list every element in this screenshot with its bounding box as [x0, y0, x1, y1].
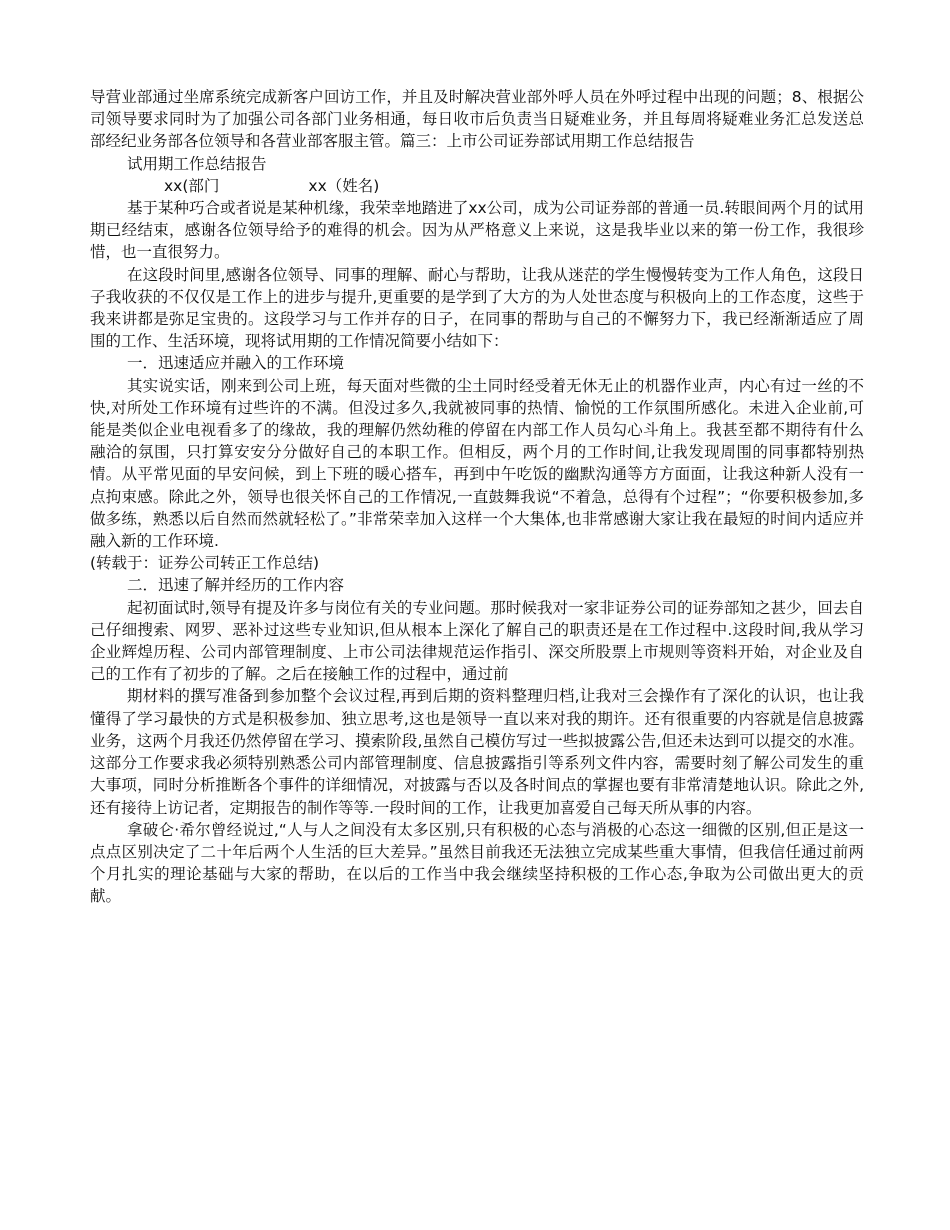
- name-label: xx（姓名): [308, 176, 380, 195]
- section-heading-2: 二．迅速了解并经历的工作内容: [127, 576, 345, 595]
- section-heading-1: 一．迅速适应并融入的工作环境: [127, 354, 345, 373]
- paragraph-conclusion: 拿破仑·希尔曾经说过,“人与人之间没有太多区别,只有积极的心态与消极的心态这一细微的区别,但正是这一点点区别决定了二十年后两个人生活的巨大差异。”虽然目前我还无法独立完成某些重大事情，但我信任通过前两个月扎实的理论基础与大家的帮助，在以后的工作当中我会继续坚持积极的工作心态,争取为公司做出更大的贡献。: [90, 820, 864, 906]
- paragraph-work-content: 起初面试时,领导有提及许多与岗位有关的专业问题。那时候我对一家非证券公司的证券部知之甚少，回去自己仔细搜索、网罗、恶补过这些专业知识,但从根本上深化了解自己的职责还是在工作过程中.这段时间,我从学习企业辉煌历程、公司内部管理制度、上市公司法律规范运作指引、深交所股票上市规则等资料开始，对企业及自己的工作有了初步的了解。之后在接触工作的过程中，通过前: [90, 598, 864, 684]
- paragraph-work-details: 期材料的撰写准备到参加整个会议过程,再到后期的资料整理归档,让我对三会操作有了深化的认识，也让我懂得了学习最快的方式是积极参加、独立思考,这也是领导一直以来对我的期许。还有很重要的内容就是信息披露业务，这两个月我还仍然停留在学习、摸索阶段,虽然自己模仿写过一些拟披露公告,但还未达到可以提交的水准。这部分工作要求我必须特别熟悉公司内部管理制度、信息披露指引等系列文件内容，需要时刻了解公司发生的重大事项，同时分析推断各个事件的详细情况，对披露与否以及各时间点的掌握也要有非常清楚地认识。除此之外,还有接待上访记者，定期报告的制作等等.一段时间的工作，让我更加喜爱自己每天所从事的内容。: [90, 687, 864, 817]
- source-note: (转载于：证券公司转正工作总结): [90, 554, 320, 573]
- report-title: 试用期工作总结报告: [127, 154, 267, 173]
- department-label: xx(部门: [164, 176, 220, 195]
- paragraph-intro: 基于某种巧合或者说是某种机缘，我荣幸地踏进了xx公司，成为公司证券部的普通一员.转眼间两个月的试用期已经结束，感谢各位领导给予的难得的机会。因为从严格意义上来说，这是我毕业以来的第一份工作，我很珍惜，也一直很努力。: [90, 199, 864, 262]
- department-name-line: [90, 175, 864, 197]
- paragraph-thanks: 在这段时间里,感谢各位领导、同事的理解、耐心与帮助，让我从迷茫的学生慢慢转变为工作人角色，这段日子我收获的不仅仅是工作上的进步与提升,更重要的是学到了大方的为人处世态度与积极向上的工作态度，这些于我来讲都是弥足宝贵的。这段学习与工作并存的日子，在同事的帮助与自己的不懈努力下，我已经渐渐适应了周围的工作、生活环境，现将试用期的工作情况简要小结如下：: [90, 265, 864, 351]
- paragraph-continuation: 导营业部通过坐席系统完成新客户回访工作，并且及时解决营业部外呼人员在外呼过程中出现的问题；8、根据公司领导要求同时为了加强公司各部门业务相通，每日收市后负责当日疑难业务，并且每周将疑难业务汇总发送总部经纪业务部各位领导和各营业部客服主管。篇三：上市公司证券部试用期工作总结报告: [90, 88, 864, 151]
- paragraph-environment: 其实说实话，刚来到公司上班，每天面对些微的尘土同时经受着无休无止的机器作业声，内心有过一丝的不快,对所处工作环境有过些许的不满。但没过多久,我就被同事的热情、愉悦的工作氛围所感化。未进入企业前,可能是类似企业电视看多了的缘故，我的理解仍然幼稚的停留在内部工作人员勾心斗角上。我甚至都不期待有什么融洽的氛围，只打算安安分分做好自己的本职工作。但相反，两个月的工作时间,让我发现周围的同事都特别热情。从平常见面的早安问候，到上下班的暖心搭车，再到中午吃饭的幽默沟通等方方面面，让我这种新人没有一点拘束感。除此之外，领导也很关怀自己的工作情况,一直鼓舞我说“不着急，总得有个过程”；“你要积极参加,多做多练，熟悉以后自然而然就轻松了。”非常荣幸加入这样一个大集体,也非常感谢大家让我在最短的时间内适应并融入新的工作环境.: [90, 376, 864, 551]
